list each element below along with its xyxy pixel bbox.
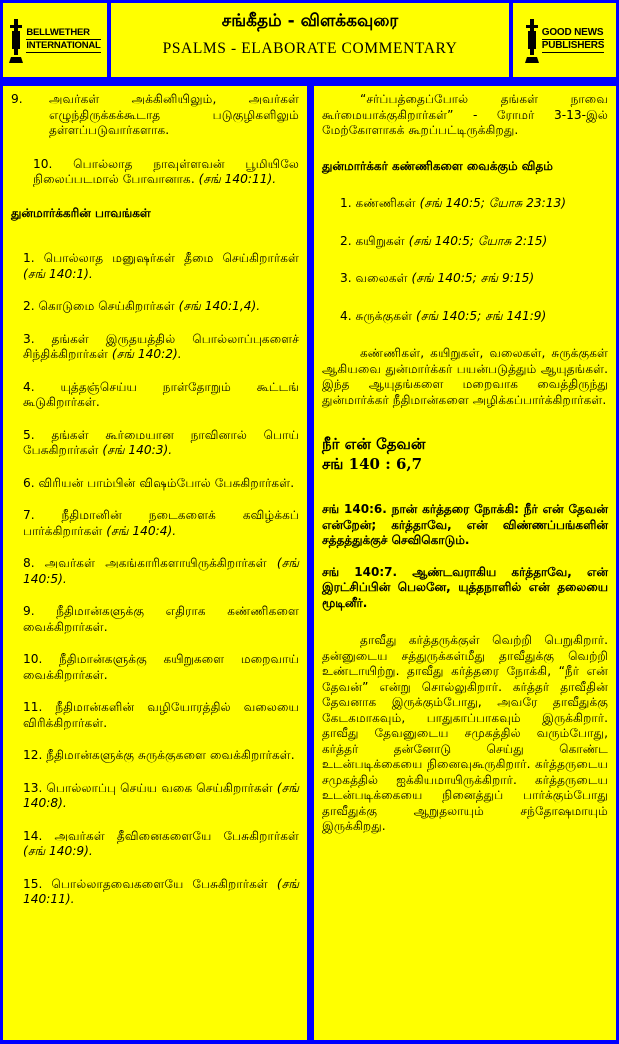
item-text: யுத்தஞ்செய்ய நாள்தோறும் கூட்டங் கூடுகிறார்கள். (23, 379, 299, 409)
item-reference: (சங் 140:8). (23, 780, 300, 810)
section-heading: துன்மார்க்கர் கண்ணிகளை வைக்கும் விதம் (322, 158, 553, 173)
section-title: நீர் என் தேவன் (322, 435, 426, 453)
item-reference: (சங் 140:5). (23, 556, 299, 586)
item-text: அவர்கள் அக்கினியிலும், அவர்கள் எழுந்திருக்கக்கூடாத படுகுழிகளிலும் தள்ளப்படுவார்களாக. (49, 92, 299, 137)
item-reference: (சங் 140:5; யோசு 2:15) (408, 233, 548, 248)
list-item (11, 877, 299, 908)
item-number: 15. (23, 876, 43, 891)
item-text: சுருக்குகள் (355, 308, 413, 323)
item-number: 4. (340, 308, 352, 323)
item-text: பொல்லாத மனுஷர்கள் தீமை செய்கிறார்கள் (43, 251, 299, 265)
item-reference: (சங் 140:9). (23, 844, 93, 858)
item-reference: (சங் 140:3). (102, 443, 173, 457)
snares-list (322, 196, 608, 324)
item-text: நீதிமான்களுக்கு கயிறுகளை மறைவாய் வைக்கிறார்கள். (23, 652, 300, 682)
item-number: 2. (23, 299, 35, 313)
list-item (11, 299, 299, 315)
snares-paragraph: கண்ணிகள், கயிறுகள், வலைகள், சுருக்குகள் ஆகியவை துன்மார்க்கர் பயன்படுத்தும் ஆயுதங்கள். இந்த ஆயுதங்களை மறைவாக வைத்திருந்து துன்மார்க்கர் நீதிமான்களை அழிக்கப்பார்க்கிறார்கள். (322, 346, 608, 407)
list-item (11, 652, 299, 683)
item-text: கயிறுகள் (355, 233, 405, 248)
list-item (11, 380, 299, 411)
left-column (3, 86, 307, 1040)
sins-list (11, 251, 299, 908)
list-item (11, 604, 299, 635)
item-reference: (சங் 140:4). (106, 523, 177, 538)
item-number: 6. (23, 475, 35, 490)
title-tamil: சங்கீதம் - விளக்கவுரை (221, 11, 399, 31)
item-reference: (சங் 140:1,4). (178, 299, 261, 313)
item-text: கண்ணிகள் (355, 196, 416, 210)
list-item (11, 781, 299, 812)
item-text: நீதிமான்களின் வழியோரத்தில் வலையை விரிக்கிறார்கள். (23, 700, 300, 730)
item-number: 14. (23, 828, 43, 843)
list-item (11, 251, 299, 282)
list-item (11, 332, 299, 363)
right-logo-line2: PUBLISHERS (541, 40, 605, 51)
list-item (11, 428, 299, 459)
item-text: நீதிமான்களுக்கு எதிராக கண்ணிகளை வைக்கிறார்கள். (23, 604, 299, 634)
item-text: அவர்கள் அகங்காரிகளாயிருக்கிறார்கள் (44, 556, 267, 570)
item-text: தங்கள் கூர்மையான நாவினால் பொய் பேசுகிறார்கள் (23, 427, 300, 457)
list-item (11, 508, 299, 539)
section-reference: சங் 140 : 6,7 (322, 455, 423, 473)
good-news-logo (525, 17, 604, 63)
item-text: நீதிமானின் நடைகளைக் கவிழ்க்கப் பார்க்கிறார்கள் (23, 508, 300, 538)
verse-6: சங் 140:6. நான் கர்த்தரை நோக்கி: நீர் என் தேவன் என்றேன்; கர்த்தாவே, என் விண்ணப்பங்களின் சத்தத்துக்குச் செவிகொடும். (322, 502, 608, 547)
right-logo-line1: GOOD NEWS (541, 27, 604, 38)
intro-paragraph: “சர்ப்பத்தைப்போல் தங்கள் நாவை கூர்மையாக்குகிறார்கள்” - ரோமர் 3-13-இல் மேற்கோளாகக் கூறப்பட்டிருக்கிறது. (322, 92, 608, 137)
item-text: விரியன் பாம்பின் விஷம்போல் பேசுகிறார்கள். (38, 475, 295, 490)
list-item (11, 476, 299, 492)
list-item (11, 157, 299, 188)
item-text: நீதிமான்களுக்கு சுருக்குகளை வைக்கிறார்கள். (46, 748, 295, 762)
item-number: 4. (23, 379, 35, 394)
item-reference: (சங் 140:5; யோசு 23:13) (419, 196, 566, 210)
section-heading: துன்மார்க்கரின் பாவங்கள் (11, 205, 151, 220)
item-reference: (சங் 140:11). (23, 876, 299, 906)
item-number: 1. (23, 251, 35, 265)
item-number: 10. (23, 652, 43, 666)
item-number: 10. (33, 156, 53, 171)
item-text: வலைகள் (355, 271, 408, 285)
item-reference: (சங் 140:5; சங் 141:9) (415, 308, 547, 323)
left-logo-line2: INTERNATIONAL (26, 40, 101, 51)
item-number: 3. (23, 331, 35, 346)
left-logo-line1: BELLWETHER (26, 27, 100, 40)
commentary-paragraph: தாவீது கர்த்தருக்குள் வெற்றி பெறுகிறார். தன்னுடைய சத்துருக்கள்மீது தாவீதுக்கு வெற்றி உண்டாயிற்று. தாவீது கர்த்தரை நோக்கி, “நீர் என் தேவன்” என்று சொல்லுகிறார். கர்த்தர் தாவீதின் தேவனாக இருக்கும்போது, அவரே தாவீதுக்கு கேடகமாகவும், பாதுகாப்பாகவும் இருக்கிறார். தாவீது தேவனுடைய சமுகத்தில் வரும்போது, கர்த்தர் தன்னோடு செய்து கொண்ட உடன்படிக்கையை நினைவுகூருகிறார். கர்த்தருடைய சமுகத்தில் ஐக்கியமாயிருக்கிறார். கர்த்தருடைய உடன்படிக்கையை நினைத்துப் பார்க்கும்போது தாவீதுக்கு ஆறுதலாயும் சந்தோஷமாயும் இருக்கிறது. (322, 633, 608, 833)
list-item (322, 309, 608, 325)
item-number: 8. (23, 556, 35, 570)
list-item (11, 556, 299, 587)
verse-7: சங் 140:7. ஆண்டவராகிய கர்த்தாவே, என் இரட்சிப்பின் பெலனே, யுத்தநாளில் என் தலையை மூடினீர். (322, 564, 608, 610)
item-reference: (சங் 140:2). (111, 347, 182, 361)
list-item (11, 748, 299, 764)
item-text: பொல்லாத நாவுள்ளவன் பூமியிலே நிலைப்படமால் போவானாக. (33, 156, 299, 186)
list-item (11, 829, 299, 860)
item-text: அவர்கள் தீவினைகளையே பேசுகிறார்கள் (54, 828, 300, 843)
item-number: 1. (340, 196, 352, 210)
item-number: 3. (340, 271, 352, 285)
item-text: பொல்லாப்பு செய்ய வகை செய்கிறார்கள் (46, 780, 273, 795)
good-news-emblem-icon (525, 17, 539, 63)
item-number: 7. (23, 508, 35, 522)
item-number: 11. (23, 700, 43, 714)
header-title-box (111, 3, 509, 77)
item-text: கொடுமை செய்கிறார்கள் (38, 299, 175, 313)
title-english: PSALMS - ELABORATE COMMENTARY (162, 40, 458, 57)
item-reference: (சங் 140:5; சங் 9:15) (411, 271, 535, 285)
item-number: 9. (11, 92, 23, 106)
right-column (314, 86, 616, 1040)
left-logo-box (3, 3, 107, 77)
list-item (11, 92, 299, 139)
right-logo-box (513, 3, 616, 77)
item-number: 2. (340, 233, 352, 248)
list-item (322, 271, 608, 287)
bellwether-logo (9, 17, 100, 63)
list-item (322, 234, 608, 250)
item-number: 12. (23, 748, 43, 762)
item-reference: (சங் 140:1). (23, 266, 93, 281)
item-number: 13. (23, 780, 43, 795)
bellwether-emblem-icon (9, 17, 23, 63)
list-item (11, 700, 299, 731)
item-reference: (சங் 140:11). (198, 172, 277, 186)
list-item (322, 196, 608, 212)
item-text: தங்கள் இருதயத்தில் பொல்லாப்புகளைச் சிந்திக்கிறார்கள் (23, 331, 299, 361)
item-number: 5. (23, 427, 35, 442)
item-text: பொல்லாதவைகளையே பேசுகிறார்கள் (51, 876, 268, 891)
item-number: 9. (23, 604, 35, 618)
